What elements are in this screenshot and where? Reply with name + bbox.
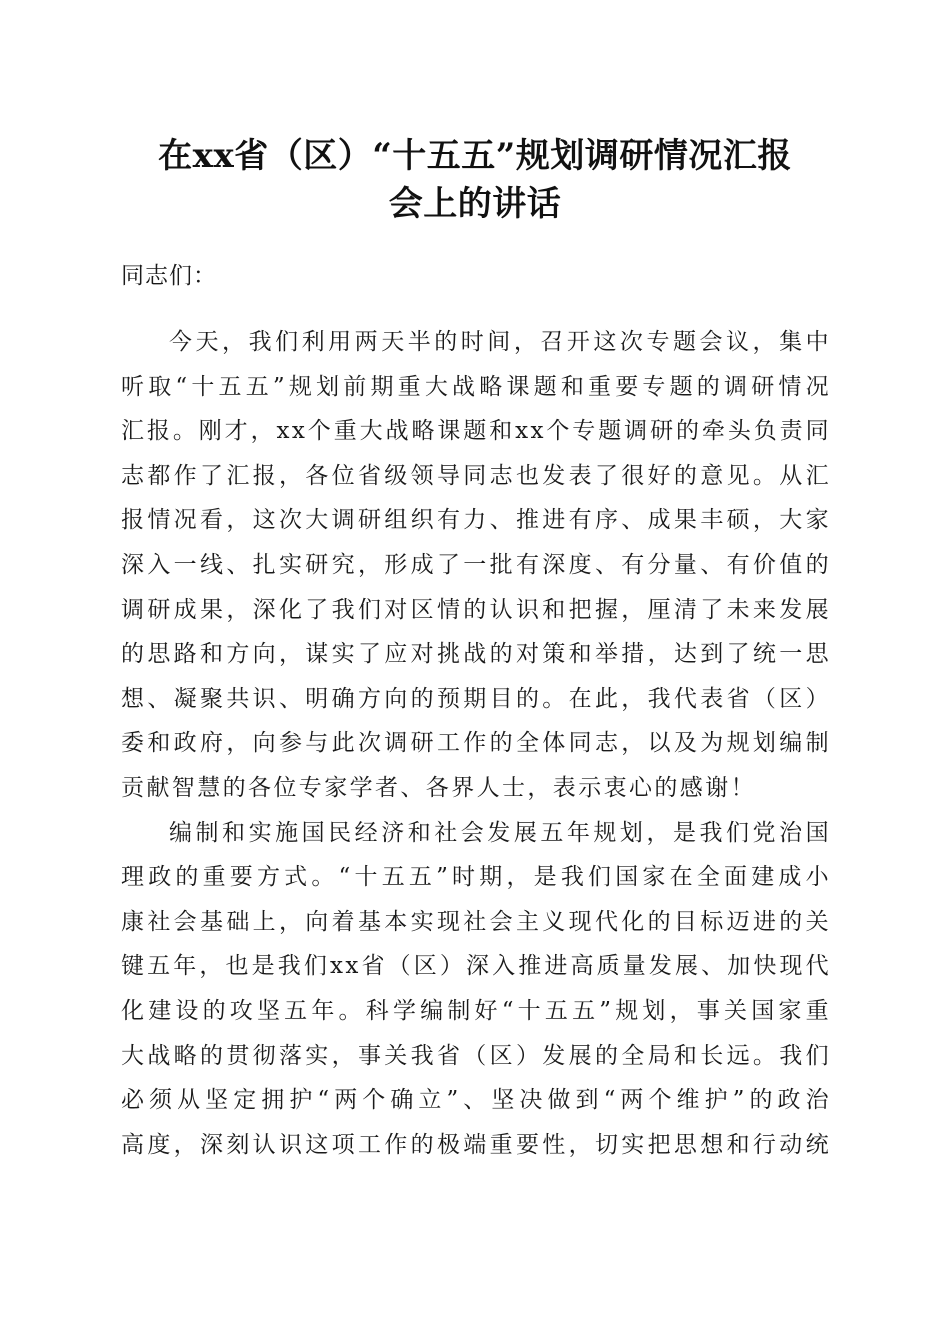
paragraph-line: 想、凝聚共识、明确方向的预期目的。在此，我代表省（区）	[121, 685, 831, 712]
title-line-1: 在xx省（区）“十五五”规划调研情况汇报	[158, 136, 792, 176]
paragraph-line: 的思路和方向，谋实了应对挑战的对策和举措，达到了统一思	[121, 641, 831, 668]
paragraph-2	[121, 811, 831, 1168]
paragraph-line: 委和政府，向参与此次调研工作的全体同志，以及为规划编制	[121, 730, 831, 757]
paragraph-line: 汇报。刚才，xx个重大战略课题和xx个专题调研的牵头负责同	[121, 418, 831, 445]
paragraph-line: 今天，我们利用两天半的时间，召开这次专题会议，集中	[169, 329, 831, 355]
paragraph-line: 理政的重要方式。“十五五”时期，是我们国家在全面建成小	[121, 864, 831, 891]
paragraph-line: 志都作了汇报，各位省级领导同志也发表了很好的意见。从汇	[121, 462, 831, 489]
document-body	[121, 320, 831, 1167]
paragraph-line: 必须从坚定拥护“两个确立”、坚决做到“两个维护”的政治	[121, 1087, 831, 1114]
paragraph-line: 高度，深刻认识这项工作的极端重要性，切实把思想和行动统	[121, 1131, 831, 1158]
paragraph-line: 键五年，也是我们xx省（区）深入推进高质量发展、加快现代	[121, 953, 831, 980]
document-title	[110, 132, 840, 228]
paragraph-line: 听取“十五五”规划前期重大战略课题和重要专题的调研情况	[121, 373, 831, 400]
paragraph-line: 贡献智慧的各位专家学者、各界人士，表示衷心的感谢！	[121, 774, 756, 801]
paragraph-line: 康社会基础上，向着基本实现社会主义现代化的目标迈进的关	[121, 908, 831, 935]
paragraph-line: 报情况看，这次大调研组织有力、推进有序、成果丰硕，大家	[121, 507, 831, 534]
salutation: 同志们：	[121, 263, 217, 289]
paragraph-line: 大战略的贯彻落实，事关我省（区）发展的全局和长远。我们	[121, 1042, 831, 1069]
paragraph-line: 深入一线、扎实研究，形成了一批有深度、有分量、有价值的	[121, 551, 831, 578]
paragraph-line: 编制和实施国民经济和社会发展五年规划，是我们党治国	[169, 819, 831, 846]
paragraph-line: 化建设的攻坚五年。科学编制好“十五五”规划，事关国家重	[121, 997, 831, 1024]
paragraph-line: 调研成果，深化了我们对区情的认识和把握，厘清了未来发展	[121, 596, 831, 623]
paragraph-1	[121, 320, 831, 811]
title-line-2: 会上的讲话	[388, 184, 562, 224]
